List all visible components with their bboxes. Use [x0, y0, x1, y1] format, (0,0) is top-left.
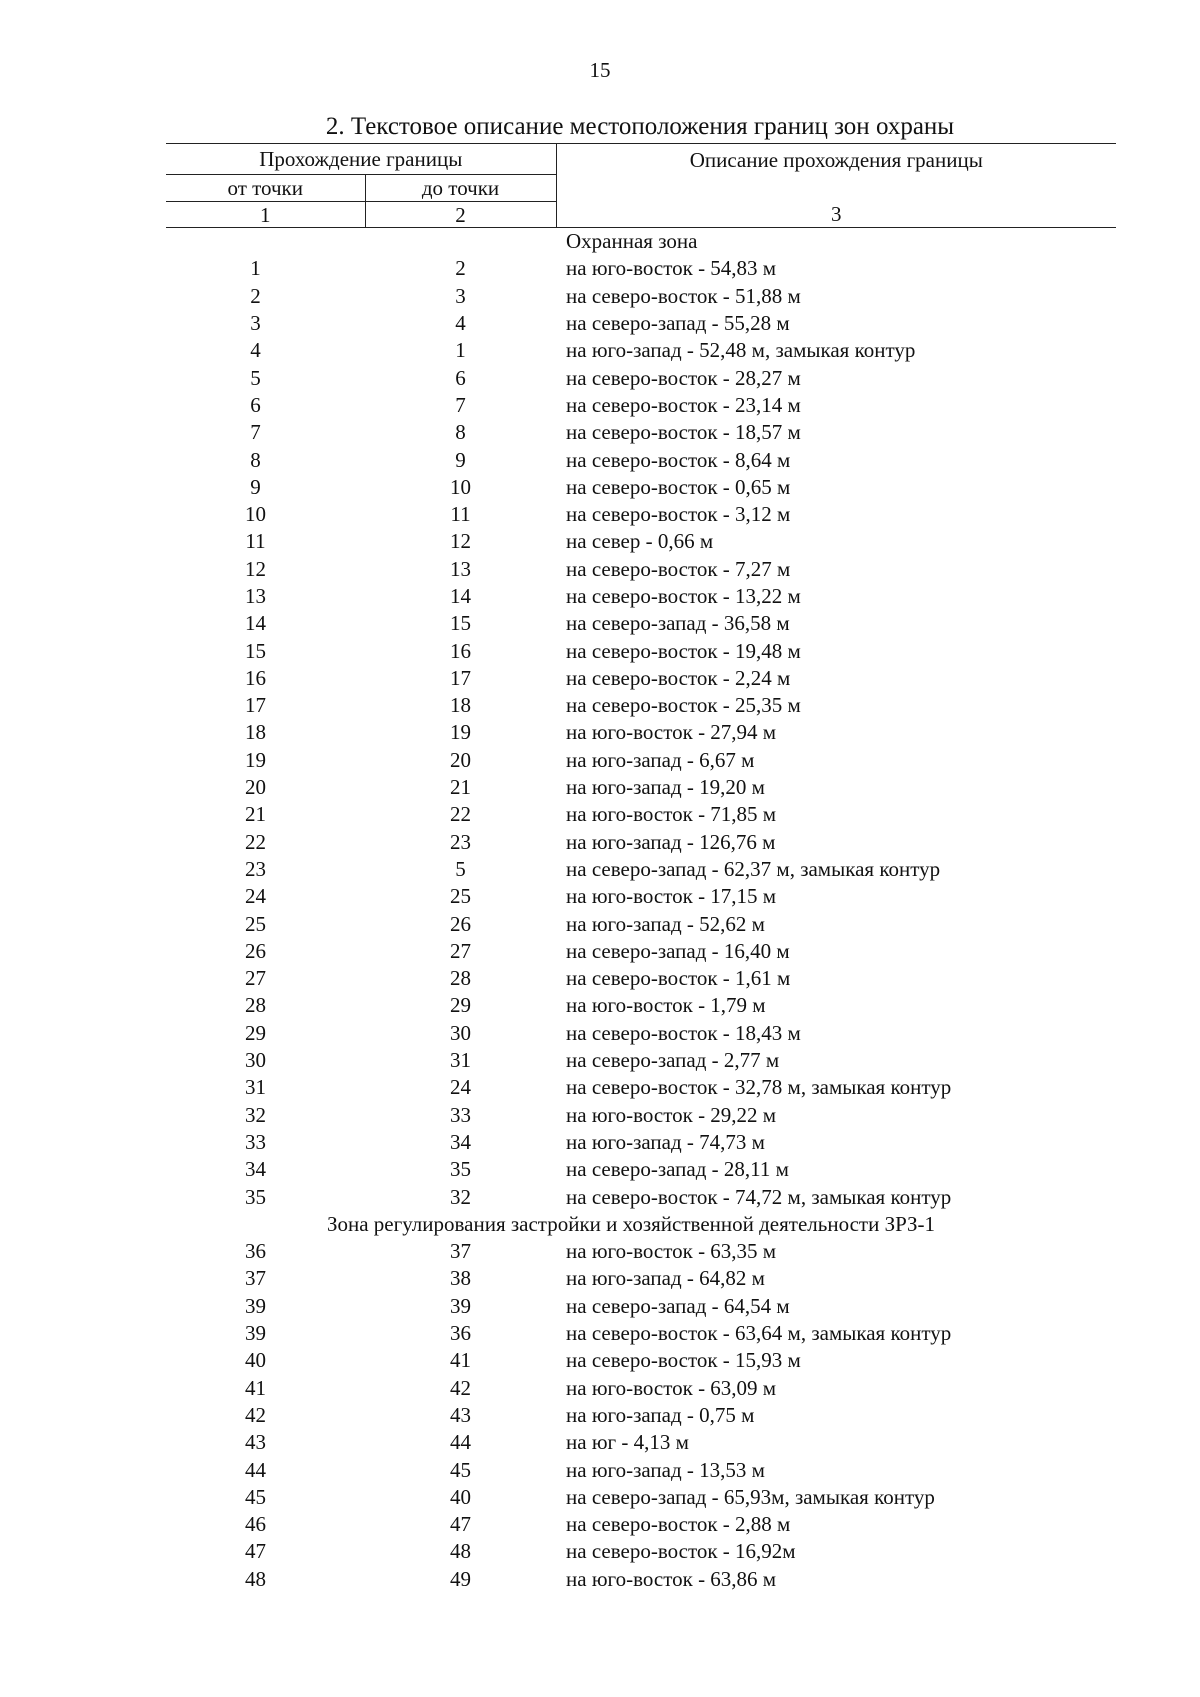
from-point-cell: 10: [245, 502, 266, 527]
to-point-cell: 26: [450, 911, 471, 936]
description-cell: на северо-запад - 65,93м, замыкая контур: [566, 1484, 935, 1509]
table-row: [166, 801, 1116, 828]
to-point-cell: 34: [450, 1129, 471, 1154]
table-row: [166, 1074, 1116, 1101]
description-cell: на северо-запад - 2,77 м: [566, 1048, 780, 1073]
description-cell: на юг - 4,13 м: [566, 1430, 689, 1455]
table-row: [166, 610, 1116, 637]
from-point-cell: 37: [245, 1266, 266, 1291]
description-cell: на юго-восток - 29,22 м: [566, 1102, 777, 1127]
description-cell: на северо-восток - 28,27 м: [566, 365, 801, 390]
table-row: [166, 1183, 1116, 1210]
from-point-cell: 19: [245, 747, 266, 772]
to-point-cell: 31: [450, 1048, 471, 1073]
from-point-cell: 22: [245, 829, 266, 854]
to-point-cell: 15: [450, 611, 471, 636]
from-point-cell: 42: [245, 1402, 266, 1427]
from-point-cell: 8: [250, 447, 261, 472]
table-row: [166, 856, 1116, 883]
to-point-cell: 1: [455, 338, 466, 363]
from-point-cell: 11: [245, 529, 266, 554]
header-boundary-passage: Прохождение границы: [166, 144, 556, 175]
table-row: [166, 1484, 1116, 1511]
to-point-cell: 24: [450, 1075, 471, 1100]
table-row: [166, 583, 1116, 610]
description-cell: на юго-запад - 6,67 м: [566, 747, 755, 772]
from-point-cell: 41: [245, 1375, 266, 1400]
table-row: [166, 1429, 1116, 1456]
table-row: [166, 719, 1116, 746]
to-point-cell: 8: [455, 420, 466, 445]
table-row: [166, 1265, 1116, 1292]
from-point-cell: 35: [245, 1184, 266, 1209]
description-cell: на северо-восток - 23,14 м: [566, 392, 801, 417]
from-point-cell: 48: [245, 1566, 266, 1591]
header-description: Описание прохождения границы: [556, 144, 1116, 202]
table-row: [166, 528, 1116, 555]
description-cell: на северо-запад - 55,28 м: [566, 311, 790, 336]
from-point-cell: 39: [245, 1321, 266, 1346]
table-body: [166, 228, 1116, 1593]
to-point-cell: 22: [450, 802, 471, 827]
from-point-cell: 23: [245, 856, 266, 881]
from-point-cell: 12: [245, 556, 266, 581]
from-point-cell: 14: [245, 611, 266, 636]
section-title: Зона регулирования застройки и хозяйственной деятельности ЗРЗ-1: [326, 1211, 936, 1236]
from-point-cell: 25: [245, 911, 266, 936]
from-point-cell: 5: [250, 365, 261, 390]
to-point-cell: 6: [455, 365, 466, 390]
table-row: [166, 1402, 1116, 1429]
to-point-cell: 30: [450, 1020, 471, 1045]
description-cell: на северо-восток - 0,65 м: [566, 474, 791, 499]
page-number: 15: [589, 58, 611, 82]
to-point-cell: 49: [450, 1566, 471, 1591]
table-row: [166, 1511, 1116, 1538]
description-cell: на северо-восток - 2,24 м: [566, 665, 791, 690]
from-point-cell: 34: [245, 1157, 266, 1182]
from-point-cell: 43: [245, 1430, 266, 1455]
description-cell: на юго-восток - 63,86 м: [566, 1566, 777, 1591]
from-point-cell: 21: [245, 802, 266, 827]
table-row: [166, 747, 1116, 774]
from-point-cell: 45: [245, 1484, 266, 1509]
to-point-cell: 39: [450, 1293, 471, 1318]
header-col-number-1: 1: [166, 202, 365, 228]
description-cell: на северо-восток - 51,88 м: [566, 283, 801, 308]
from-point-cell: 16: [245, 665, 266, 690]
table-row: [166, 992, 1116, 1019]
from-point-cell: 17: [245, 693, 266, 718]
table-row: [166, 1566, 1116, 1593]
description-cell: на северо-восток - 15,93 м: [566, 1348, 801, 1373]
table-row: [166, 446, 1116, 473]
table-row: [166, 392, 1116, 419]
description-cell: на северо-запад - 16,40 м: [566, 938, 790, 963]
table-row: [166, 1293, 1116, 1320]
table-row: [166, 1374, 1116, 1401]
to-point-cell: 32: [450, 1184, 471, 1209]
description-cell: на северо-восток - 74,72 м, замыкая контур: [566, 1184, 952, 1209]
table-row: [166, 965, 1116, 992]
table-row: [166, 1538, 1116, 1565]
from-point-cell: 32: [245, 1102, 266, 1127]
empty-cell: [166, 228, 365, 256]
to-point-cell: 13: [450, 556, 471, 581]
from-point-cell: 13: [245, 584, 266, 608]
to-point-cell: 25: [450, 884, 471, 909]
to-point-cell: 19: [450, 720, 471, 745]
from-point-cell: 18: [245, 720, 266, 745]
table-row: [166, 883, 1116, 910]
table-row: [166, 665, 1116, 692]
from-point-cell: 9: [250, 474, 261, 499]
table-row: [166, 938, 1116, 965]
description-cell: на юго-запад - 74,73 м: [566, 1129, 765, 1154]
from-point-cell: 15: [245, 638, 266, 663]
to-point-cell: 45: [450, 1457, 471, 1482]
table-row: [166, 1347, 1116, 1374]
table-row: [166, 1456, 1116, 1483]
empty-cell: [365, 228, 556, 256]
table-row: [166, 637, 1116, 664]
to-point-cell: 16: [450, 638, 471, 663]
description-cell: на северо-восток - 7,27 м: [566, 556, 791, 581]
from-point-cell: 26: [245, 938, 266, 963]
table-row: [166, 1156, 1116, 1183]
description-cell: на юго-запад - 64,82 м: [566, 1266, 765, 1291]
description-cell: на северо-запад - 64,54 м: [566, 1293, 790, 1318]
table-row: [166, 474, 1116, 501]
description-cell: на север - 0,66 м: [566, 529, 714, 554]
to-point-cell: 17: [450, 665, 471, 690]
from-point-cell: 30: [245, 1048, 266, 1073]
description-cell: на северо-запад - 62,37 м, замыкая контур: [566, 856, 941, 881]
to-point-cell: 48: [450, 1539, 471, 1564]
description-cell: на юго-запад - 52,62 м: [566, 911, 765, 936]
header-from-point: от точки: [166, 175, 365, 202]
table-row: [166, 337, 1116, 364]
from-point-cell: 24: [245, 884, 266, 909]
to-point-cell: 21: [450, 775, 471, 800]
to-point-cell: 4: [455, 311, 466, 336]
to-point-cell: 28: [450, 966, 471, 991]
to-point-cell: 43: [450, 1402, 471, 1427]
to-point-cell: 20: [450, 747, 471, 772]
to-point-cell: 2: [455, 256, 466, 281]
description-cell: на юго-восток - 63,35 м: [566, 1239, 777, 1264]
header-to-point: до точки: [365, 175, 556, 202]
description-cell: на северо-восток - 1,61 м: [566, 966, 791, 991]
page-title: 2. Текстовое описание местоположения границ зон охраны: [325, 113, 955, 140]
description-cell: на северо-восток - 25,35 м: [566, 693, 801, 718]
description-cell: на северо-восток - 18,57 м: [566, 420, 801, 445]
from-point-cell: 29: [245, 1020, 266, 1045]
description-cell: на северо-восток - 13,22 м: [566, 584, 801, 608]
boundary-table: [166, 143, 1116, 1593]
table-row: [166, 910, 1116, 937]
to-point-cell: 9: [455, 447, 466, 472]
description-cell: на северо-восток - 8,64 м: [566, 447, 791, 472]
from-point-cell: 2: [250, 283, 261, 308]
section-title: Охранная зона: [566, 229, 698, 254]
from-point-cell: 47: [245, 1539, 266, 1564]
from-point-cell: 7: [250, 420, 261, 445]
to-point-cell: 36: [450, 1321, 471, 1346]
description-cell: на северо-запад - 36,58 м: [566, 611, 790, 636]
description-cell: на юго-запад - 13,53 м: [566, 1457, 765, 1482]
to-point-cell: 10: [450, 474, 471, 499]
table-row: [166, 255, 1116, 282]
from-point-cell: 40: [245, 1348, 266, 1373]
description-cell: на юго-восток - 63,09 м: [566, 1375, 777, 1400]
from-point-cell: 20: [245, 775, 266, 800]
to-point-cell: 35: [450, 1157, 471, 1182]
table-row: [166, 556, 1116, 583]
table-row: [166, 1129, 1116, 1156]
to-point-cell: 27: [450, 938, 471, 963]
description-cell: на северо-восток - 2,88 м: [566, 1512, 791, 1537]
table-row: [166, 419, 1116, 446]
to-point-cell: 44: [450, 1430, 471, 1455]
to-point-cell: 40: [450, 1484, 471, 1509]
from-point-cell: 3: [250, 311, 261, 336]
from-point-cell: 46: [245, 1512, 266, 1537]
description-cell: на юго-восток - 17,15 м: [566, 884, 777, 909]
header-col-number-3: 3: [556, 202, 1116, 228]
table-row: [166, 1020, 1116, 1047]
description-cell: на юго-восток - 1,79 м: [566, 993, 766, 1018]
from-point-cell: 4: [250, 338, 261, 363]
to-point-cell: 18: [450, 693, 471, 718]
to-point-cell: 3: [455, 283, 466, 308]
to-point-cell: 41: [450, 1348, 471, 1373]
description-cell: на юго-запад - 52,48 м, замыкая контур: [566, 338, 916, 363]
to-point-cell: 38: [450, 1266, 471, 1291]
table-row: [166, 829, 1116, 856]
section-header-row: [166, 228, 1116, 256]
table-row: [166, 283, 1116, 310]
description-cell: на северо-восток - 63,64 м, замыкая контур: [566, 1321, 952, 1346]
to-point-cell: 29: [450, 993, 471, 1018]
to-point-cell: 5: [455, 856, 466, 881]
to-point-cell: 42: [450, 1375, 471, 1400]
description-cell: на северо-восток - 16,92м: [566, 1539, 796, 1564]
description-cell: на северо-восток - 18,43 м: [566, 1020, 801, 1045]
from-point-cell: 6: [250, 392, 261, 417]
to-point-cell: 37: [450, 1239, 471, 1264]
to-point-cell: 23: [450, 829, 471, 854]
to-point-cell: 33: [450, 1102, 471, 1127]
to-point-cell: 12: [450, 529, 471, 554]
description-cell: на юго-запад - 0,75 м: [566, 1402, 755, 1427]
table-row: [166, 774, 1116, 801]
from-point-cell: 36: [245, 1239, 266, 1264]
header-col-number-2: 2: [365, 202, 556, 228]
from-point-cell: 33: [245, 1129, 266, 1154]
table-row: [166, 1238, 1116, 1265]
description-cell: на юго-запад - 19,20 м: [566, 775, 765, 800]
from-point-cell: 31: [245, 1075, 266, 1100]
to-point-cell: 47: [450, 1512, 471, 1537]
table-row: [166, 364, 1116, 391]
from-point-cell: 27: [245, 966, 266, 991]
description-cell: на северо-запад - 28,11 м: [566, 1157, 789, 1182]
description-cell: на юго-восток - 54,83 м: [566, 256, 777, 281]
description-cell: на северо-восток - 19,48 м: [566, 638, 801, 663]
from-point-cell: 39: [245, 1293, 266, 1318]
description-cell: на северо-восток - 3,12 м: [566, 502, 791, 527]
description-cell: на юго-восток - 71,85 м: [566, 802, 777, 827]
table-row: [166, 1102, 1116, 1129]
to-point-cell: 11: [450, 502, 471, 527]
to-point-cell: 7: [455, 392, 466, 417]
description-cell: на юго-восток - 27,94 м: [566, 720, 777, 745]
from-point-cell: 28: [245, 993, 266, 1018]
from-point-cell: 1: [250, 256, 261, 281]
section-header-row: [166, 1211, 1116, 1238]
table-row: [166, 310, 1116, 337]
table-row: [166, 501, 1116, 528]
table-row: [166, 692, 1116, 719]
from-point-cell: 44: [245, 1457, 266, 1482]
table-row: [166, 1047, 1116, 1074]
description-cell: на северо-восток - 32,78 м, замыкая контур: [566, 1075, 952, 1100]
table-row: [166, 1320, 1116, 1347]
to-point-cell: 14: [450, 584, 471, 608]
description-cell: на юго-запад - 126,76 м: [566, 829, 776, 854]
